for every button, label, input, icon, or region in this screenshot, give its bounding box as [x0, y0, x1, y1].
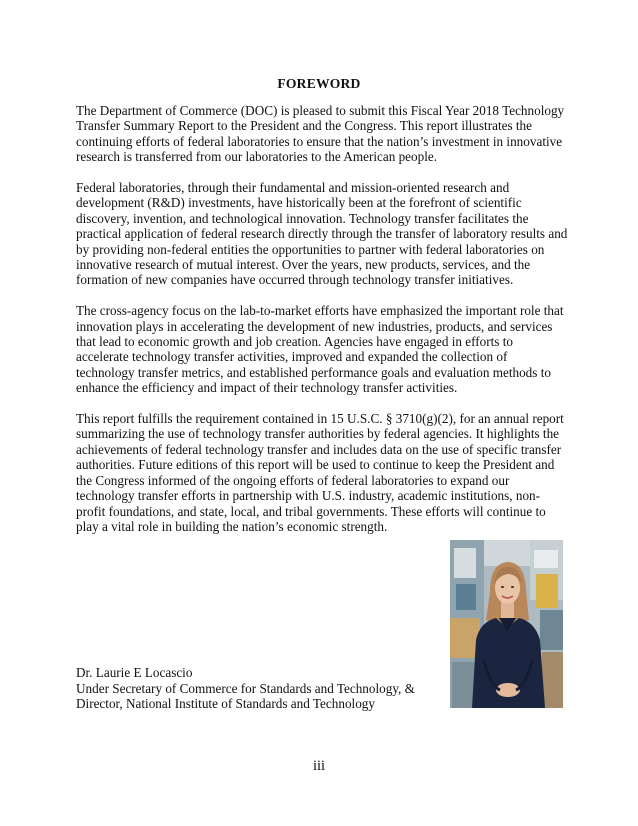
page-number: iii: [312, 758, 326, 774]
signatory-title-line-1: Under Secretary of Commerce for Standards and Technology, &: [76, 680, 415, 696]
paragraph-2: Federal laboratories, through their fundamental and mission-oriented research and development (R&D) investments, have historically been at the forefront of scientific discovery, invention, and technological innovation. Technology transfer facilitates the practical application of federal research directly through the transfer of laboratory results and by providing non-federal entities the opportunities to partner with federal laboratories on innovative research of mutual interest. Over the years, new products, services, and the formation of new companies have occurred through technology transfer initiatives.: [76, 180, 568, 288]
signatory-title-line-2: Director, National Institute of Standards and Technology: [76, 696, 375, 712]
signatory-name: Dr. Laurie E Locascio: [76, 665, 193, 680]
foreword-body: [76, 103, 568, 550]
page-title: FOREWORD: [277, 76, 361, 91]
paragraph-3: The cross-agency focus on the lab-to-market efforts have emphasized the important role that innovation plays in accelerating the development of new industries, products, and services that lead to economic growth and job creation. Agencies have engaged in efforts to accelerate technology transfer activities, improved and expanded the collection of technology transfer metrics, and established performance goals and evaluation methods to enhance the efficiency and impact of their technology transfer activities.: [76, 303, 564, 396]
signatory-portrait: [450, 540, 563, 708]
signature-block: [76, 665, 436, 712]
paragraph-1: The Department of Commerce (DOC) is pleased to submit this Fiscal Year 2018 Technology Transfer Summary Report to the President and the Congress. This report illustrates the continuing efforts of federal laboratories to ensure that the nation’s investment in innovative research is transferred from our laboratories to the American people.: [76, 103, 565, 165]
paragraph-4: This report fulfills the requirement contained in 15 U.S.C. § 3710(g)(2), for an annual report summarizing the use of technology transfer authorities by federal agencies. It highlights the achievements of federal technology transfer and includes data on the use of specific transfer authorities. Future editions of this report will be used to continue to keep the President and the Congress informed of the ongoing efforts of federal laboratories to expand our technology transfer efforts in partnership with U.S. industry, academic institutions, non-profit foundations, and state, local, and tribal governments. These efforts will continue to play a vital role in building the nation’s economic strength.: [76, 411, 564, 534]
